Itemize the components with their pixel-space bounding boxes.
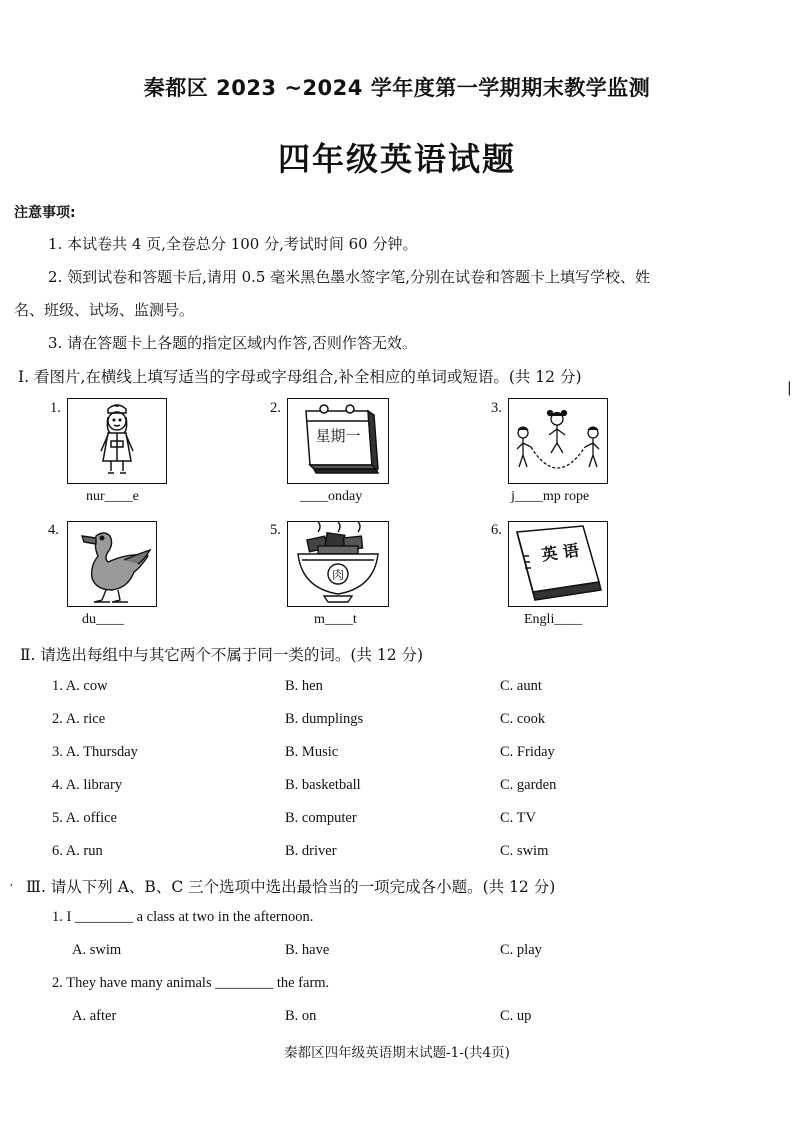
- sec3-q1-stem: 1. I ________ a class at two in the afternoon.: [52, 909, 314, 925]
- sec2-row-1-a: 1. A. cow: [52, 678, 108, 694]
- sec3-q1-a: A. swim: [72, 942, 122, 958]
- sec2-row-3-a: 3. A. Thursday: [52, 744, 138, 760]
- sec3-q1-c: C. play: [500, 942, 542, 958]
- sec2-row-4-a: 4. A. library: [52, 777, 123, 793]
- sec3-q2-a: A. after: [72, 1008, 117, 1024]
- item-1-number: 1.: [50, 400, 61, 416]
- item-3-number: 3.: [491, 400, 502, 416]
- sec2-row-4-b: B. basketball: [285, 777, 361, 793]
- section-2-heading: Ⅱ. 请选出每组中与其它两个不属于同一类的词。(共 12 分): [20, 646, 424, 664]
- exam-subtitle: 四年级英语试题: [277, 140, 516, 178]
- sec3-q2-b: B. on: [285, 1008, 317, 1024]
- sec3-q1-b: B. have: [285, 942, 330, 958]
- margin-tick: ,: [10, 877, 14, 888]
- sec2-row-5-a: 5. A. office: [52, 810, 117, 826]
- notes-item-3: 3. 请在答题卡上各题的指定区域内作答,否则作答无效。: [48, 334, 417, 352]
- section-3-heading: Ⅲ. 请从下列 A、B、C 三个选项中选出最恰当的一项完成各小题。(共 12 分): [26, 878, 556, 896]
- section-1-heading: Ⅰ. 看图片,在横线上填写适当的字母或字母组合,补全相应的单词或短语。(共 12 分): [18, 368, 582, 386]
- item-6-word: Engli____: [524, 612, 583, 627]
- margin-mark: |: [787, 380, 792, 396]
- sec2-row-6-c: C. swim: [500, 843, 549, 859]
- item-3-word: j____mp rope: [511, 489, 590, 504]
- sec3-q2-stem: 2. They have many animals ________ the farm.: [52, 975, 330, 991]
- exam-title: 秦都区 2023 ~2024 学年度第一学期期末教学监测: [143, 76, 651, 100]
- sec2-row-2-c: C. cook: [500, 711, 546, 727]
- sec3-q2-c: C. up: [500, 1008, 532, 1024]
- item-2-word: ____onday: [300, 489, 363, 504]
- sec2-row-1-c: C. aunt: [500, 678, 542, 694]
- meat-bowl-picture: [287, 521, 389, 607]
- notes-item-2-line-2: 名、班级、试场、监测号。: [14, 301, 195, 319]
- sec2-row-6-b: B. driver: [285, 843, 337, 859]
- item-4-number: 4.: [48, 522, 59, 538]
- notes-item-1: 1. 本试卷共 4 页,全卷总分 100 分,考试时间 60 分钟。: [48, 235, 418, 253]
- notes-heading: 注意事项:: [14, 205, 76, 221]
- calendar-picture-text: 星期一: [315, 427, 361, 445]
- page-footer: 秦都区四年级英语期末试题-1-(共4页): [284, 1045, 510, 1061]
- item-6-number: 6.: [491, 522, 502, 538]
- meat-bowl-picture-text: 肉: [331, 568, 345, 582]
- english-book-picture: [508, 521, 608, 607]
- sec2-row-3-b: B. Music: [285, 744, 339, 760]
- sec2-row-1-b: B. hen: [285, 678, 323, 694]
- duck-picture: [67, 521, 157, 607]
- item-1-word: nur____e: [86, 489, 139, 504]
- sec2-row-2-b: B. dumplings: [285, 711, 364, 727]
- item-4-word: du____: [82, 612, 124, 627]
- item-2-number: 2.: [270, 400, 281, 416]
- sec2-row-3-c: C. Friday: [500, 744, 555, 760]
- item-5-number: 5.: [270, 522, 281, 538]
- sec2-row-6-a: 6. A. run: [52, 843, 103, 859]
- item-5-word: m____t: [314, 612, 357, 627]
- sec2-row-4-c: C. garden: [500, 777, 557, 793]
- sec2-row-5-b: B. computer: [285, 810, 357, 826]
- sec2-row-5-c: C. TV: [500, 810, 536, 826]
- sec2-row-2-a: 2. A. rice: [52, 711, 106, 727]
- jump-rope-picture: [508, 398, 608, 484]
- english-book-picture-text: 英 语: [540, 540, 581, 565]
- nurse-picture: [67, 398, 167, 484]
- notes-item-2-line-1: 2. 领到试卷和答题卡后,请用 0.5 毫米黑色墨水签字笔,分别在试卷和答题卡上填写学校、姓: [48, 268, 651, 286]
- calendar-picture: [287, 398, 389, 484]
